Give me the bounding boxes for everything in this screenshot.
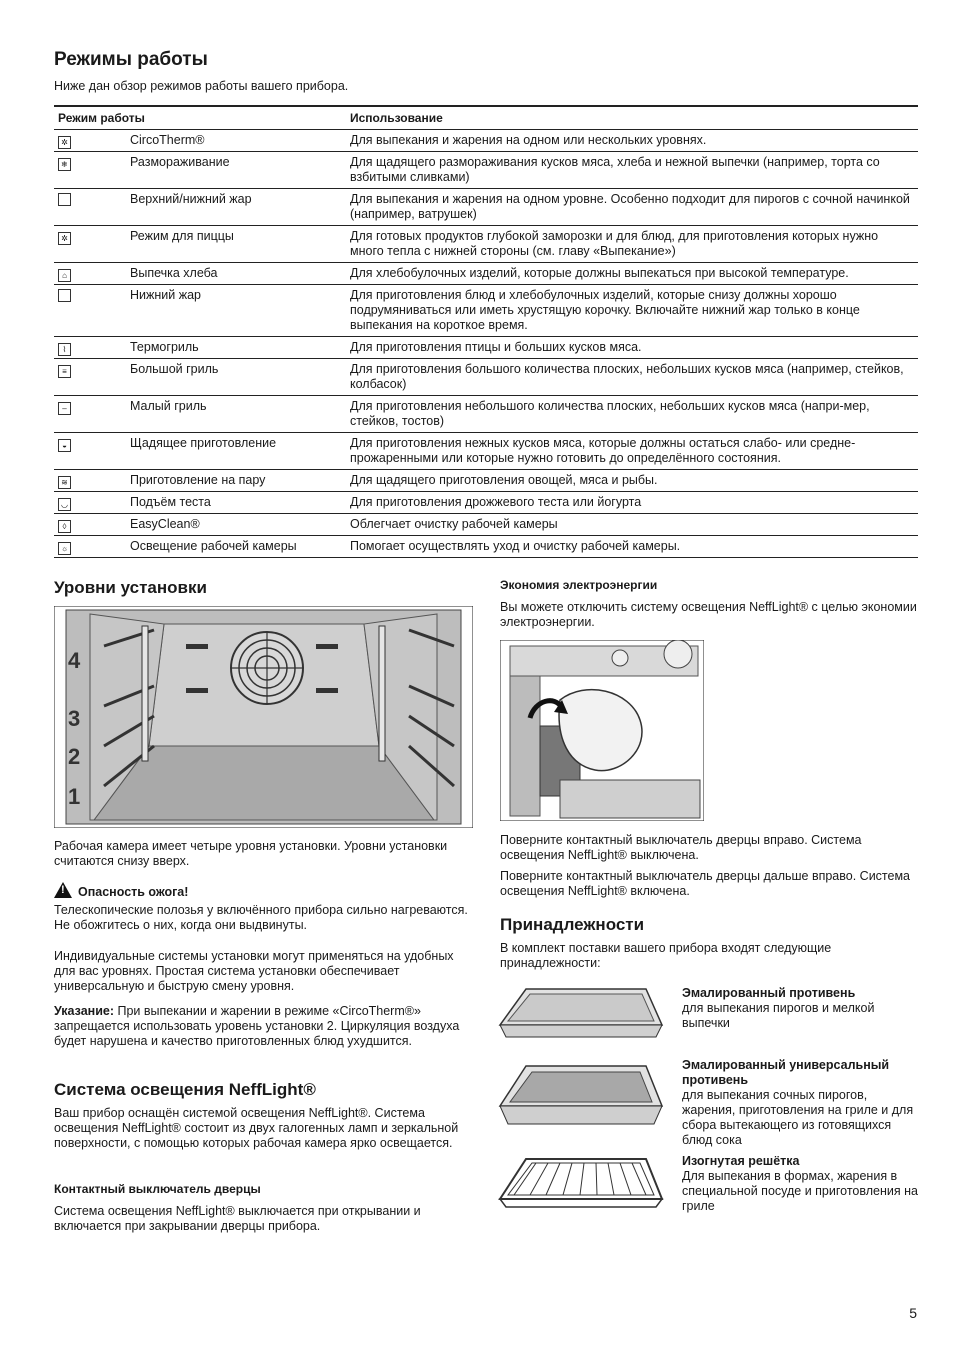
levels-text-2: Индивидуальные системы установки могут применяться на удобных для вас уровнях. Простая система установки обеспечивает универсальную и быструю смену уровня.: [54, 949, 454, 993]
easyclean-icon: ◊: [58, 520, 71, 533]
level-label-1: 1: [68, 784, 81, 809]
mode-name: Режим для пиццы: [126, 226, 346, 263]
grill-small-icon: –: [58, 402, 71, 415]
energy-saving-title: Экономия электроэнергии: [500, 578, 658, 592]
fan-icon: [231, 632, 303, 704]
col-header-usage: Использование: [346, 106, 918, 130]
defrost-icon: ❄: [58, 158, 71, 171]
warning-icon: [54, 882, 72, 898]
accessory-name: Эмалированный универсальный противень: [682, 1058, 890, 1087]
enamel-universal-pan-image: [496, 1062, 666, 1132]
mode-name: Приготовление на пару: [126, 470, 346, 492]
mode-name: Освещение рабочей камеры: [126, 536, 346, 558]
table-row: [54, 152, 918, 189]
section-title-levels: Уровни установки: [54, 578, 207, 597]
accessory-item: [682, 1058, 922, 1148]
mode-name: Подъём теста: [126, 492, 346, 514]
accessory-name: Эмалированный противень: [682, 986, 856, 1000]
section-title-modes: Режимы работы: [54, 49, 208, 70]
steam-icon: ≋: [58, 476, 71, 489]
section-title-accessories: Принадлежности: [500, 915, 645, 934]
accessory-desc: для выпекания сочных пирогов, жарения, приготовления на гриле и для сбора вытекающего из готовящихся блюд сока: [682, 1088, 914, 1147]
mode-name: Выпечка хлеба: [126, 263, 346, 285]
mode-usage: Для щадящего приготовления овощей, мяса и рыбы.: [346, 470, 918, 492]
mode-usage: Для готовых продуктов глубокой заморозки и для блюд, для приготовления которых нужно много тепла с нижней стороны (см. главу «Выпекание»): [346, 226, 918, 263]
accessory-name: Изогнутая решётка: [682, 1154, 800, 1168]
accessories-intro: В комплект поставки вашего прибора входят следующие принадлежности:: [500, 941, 832, 970]
modes-table: [54, 105, 918, 558]
mode-usage: Для приготовления дрожжевого теста или йогурта: [346, 492, 918, 514]
mode-name: Нижний жар: [126, 285, 346, 337]
door-switch-text: Система освещения NeffLight® выключается при открывании и включается при закрывании дверцы прибора.: [54, 1204, 421, 1233]
accessory-item: [682, 1154, 922, 1214]
door-switch-illustration: [500, 640, 704, 821]
gentle-icon: ◒: [58, 439, 71, 452]
fan-icon: ✲: [58, 136, 71, 149]
energy-step-2: Поверните контактный выключатель дверцы дальше вправо. Система освещения NeffLight® включена.: [500, 869, 911, 898]
mode-name: CircoTherm®: [126, 130, 346, 152]
mode-usage: Для приготовления большого количества плоских, небольших кусков мяса (например, стейков, колбасок): [346, 359, 918, 396]
table-row: [54, 263, 918, 285]
table-row: [54, 396, 918, 433]
mode-usage: Для щадящего размораживания кусков мяса, хлеба и нежной выпечки (например, торта со взбитыми сливками): [346, 152, 918, 189]
section-title-light: Система освещения NeffLight®: [54, 1080, 316, 1099]
proof-icon: ◡: [58, 498, 71, 511]
table-row: [54, 433, 918, 470]
door-switch-title: Контактный выключатель дверцы: [54, 1182, 261, 1196]
level-label-4: 4: [68, 648, 81, 673]
bread-icon: ⌂: [58, 269, 71, 282]
mode-usage: Для выпекания и жарения на одном уровне. Особенно подходит для пирогов с сочной начинкой (например, ватрушек): [346, 189, 918, 226]
table-row: [54, 337, 918, 359]
light-icon: ☼: [58, 542, 71, 555]
energy-saving-text: Вы можете отключить систему освещения NeffLight® с целью экономии электроэнергии.: [500, 600, 917, 629]
mode-usage: Для хлебобулочных изделий, которые должны выпекаться при высокой температуре.: [346, 263, 918, 285]
table-row: [54, 189, 918, 226]
mode-usage: Для приготовления нежных кусков мяса, которые должны остаться слабо- или средне-прожаренными или которые нужно готовить до определённого состояния.: [346, 433, 918, 470]
col-header-mode: Режим работы: [54, 106, 346, 130]
mode-name: Щадящее приготовление: [126, 433, 346, 470]
levels-text: Рабочая камера имеет четыре уровня установки. Уровни установки считаются снизу вверх.: [54, 839, 448, 868]
oven-levels-illustration: [54, 606, 473, 828]
thermogrill-icon: ⌇: [58, 343, 71, 356]
level-label-2: 2: [68, 744, 81, 769]
mode-name: Термогриль: [126, 337, 346, 359]
pizza-icon: ✲: [58, 232, 71, 245]
grill-large-icon: ≡: [58, 365, 71, 378]
table-row: [54, 285, 918, 337]
bottom-icon: [58, 289, 71, 302]
curved-wire-rack-image: [496, 1155, 666, 1213]
page-number: 5: [909, 1305, 917, 1321]
mode-name: Большой гриль: [126, 359, 346, 396]
accessory-item: [682, 986, 922, 1031]
mode-usage: Для приготовления небольшого количества плоских, небольших кусков мяса (напри-мер, стейков, тостов): [346, 396, 918, 433]
mode-usage: Помогает осуществлять уход и очистку рабочей камеры.: [346, 536, 918, 558]
energy-step-1: Поверните контактный выключатель дверцы вправо. Система освещения NeffLight® выключена.: [500, 833, 862, 862]
mode-usage: Для приготовления блюд и хлебобулочных изделий, которые снизу должны хорошо подрумяниваться или иметь хрустящую корочку. Включайте нижний жар только в конце выпекания на короткое время.: [346, 285, 918, 337]
top-bottom-icon: [58, 193, 71, 206]
mode-name: EasyClean®: [126, 514, 346, 536]
mode-usage: Облегчает очистку рабочей камеры: [346, 514, 918, 536]
burn-warning-title: !Опасность ожога!: [54, 880, 188, 899]
light-text: Ваш прибор оснащён системой освещения NeffLight®. Система освещения NeffLight® состоит из двух галогенных ламп и зеркальной поверхности, с помощью которых рабочая камера ярко освещается.: [54, 1106, 459, 1150]
level-label-3: 3: [68, 706, 81, 731]
modes-intro: Ниже дан обзор режимов работы вашего прибора.: [54, 79, 349, 93]
mode-name: Малый гриль: [126, 396, 346, 433]
table-row: [54, 130, 918, 152]
enamel-baking-tray-image: [496, 985, 666, 1045]
table-row: [54, 226, 918, 263]
table-row: [54, 359, 918, 396]
table-row: [54, 492, 918, 514]
table-row: [54, 536, 918, 558]
levels-note: Указание: При выпекании и жарении в режиме «CircoTherm®» запрещается использовать уровень установки 2. Циркуляция воздуха будет нарушена и качество приготовленных блюд ухудшится.: [54, 1004, 460, 1048]
table-row: [54, 470, 918, 492]
burn-warning-text: Телескопические полозья у включённого прибора сильно нагреваются. Не обожгитесь о них, когда они выдвинуты.: [54, 903, 468, 932]
accessory-desc: для выпекания пирогов и мелкой выпечки: [682, 1001, 875, 1030]
mode-usage: Для приготовления птицы и больших кусков мяса.: [346, 337, 918, 359]
mode-name: Верхний/нижний жар: [126, 189, 346, 226]
mode-usage: Для выпекания и жарения на одном или нескольких уровнях.: [346, 130, 918, 152]
table-row: [54, 514, 918, 536]
accessory-desc: Для выпекания в формах, жарения в специальной посуде и приготовления на гриле: [682, 1169, 918, 1213]
mode-name: Размораживание: [126, 152, 346, 189]
